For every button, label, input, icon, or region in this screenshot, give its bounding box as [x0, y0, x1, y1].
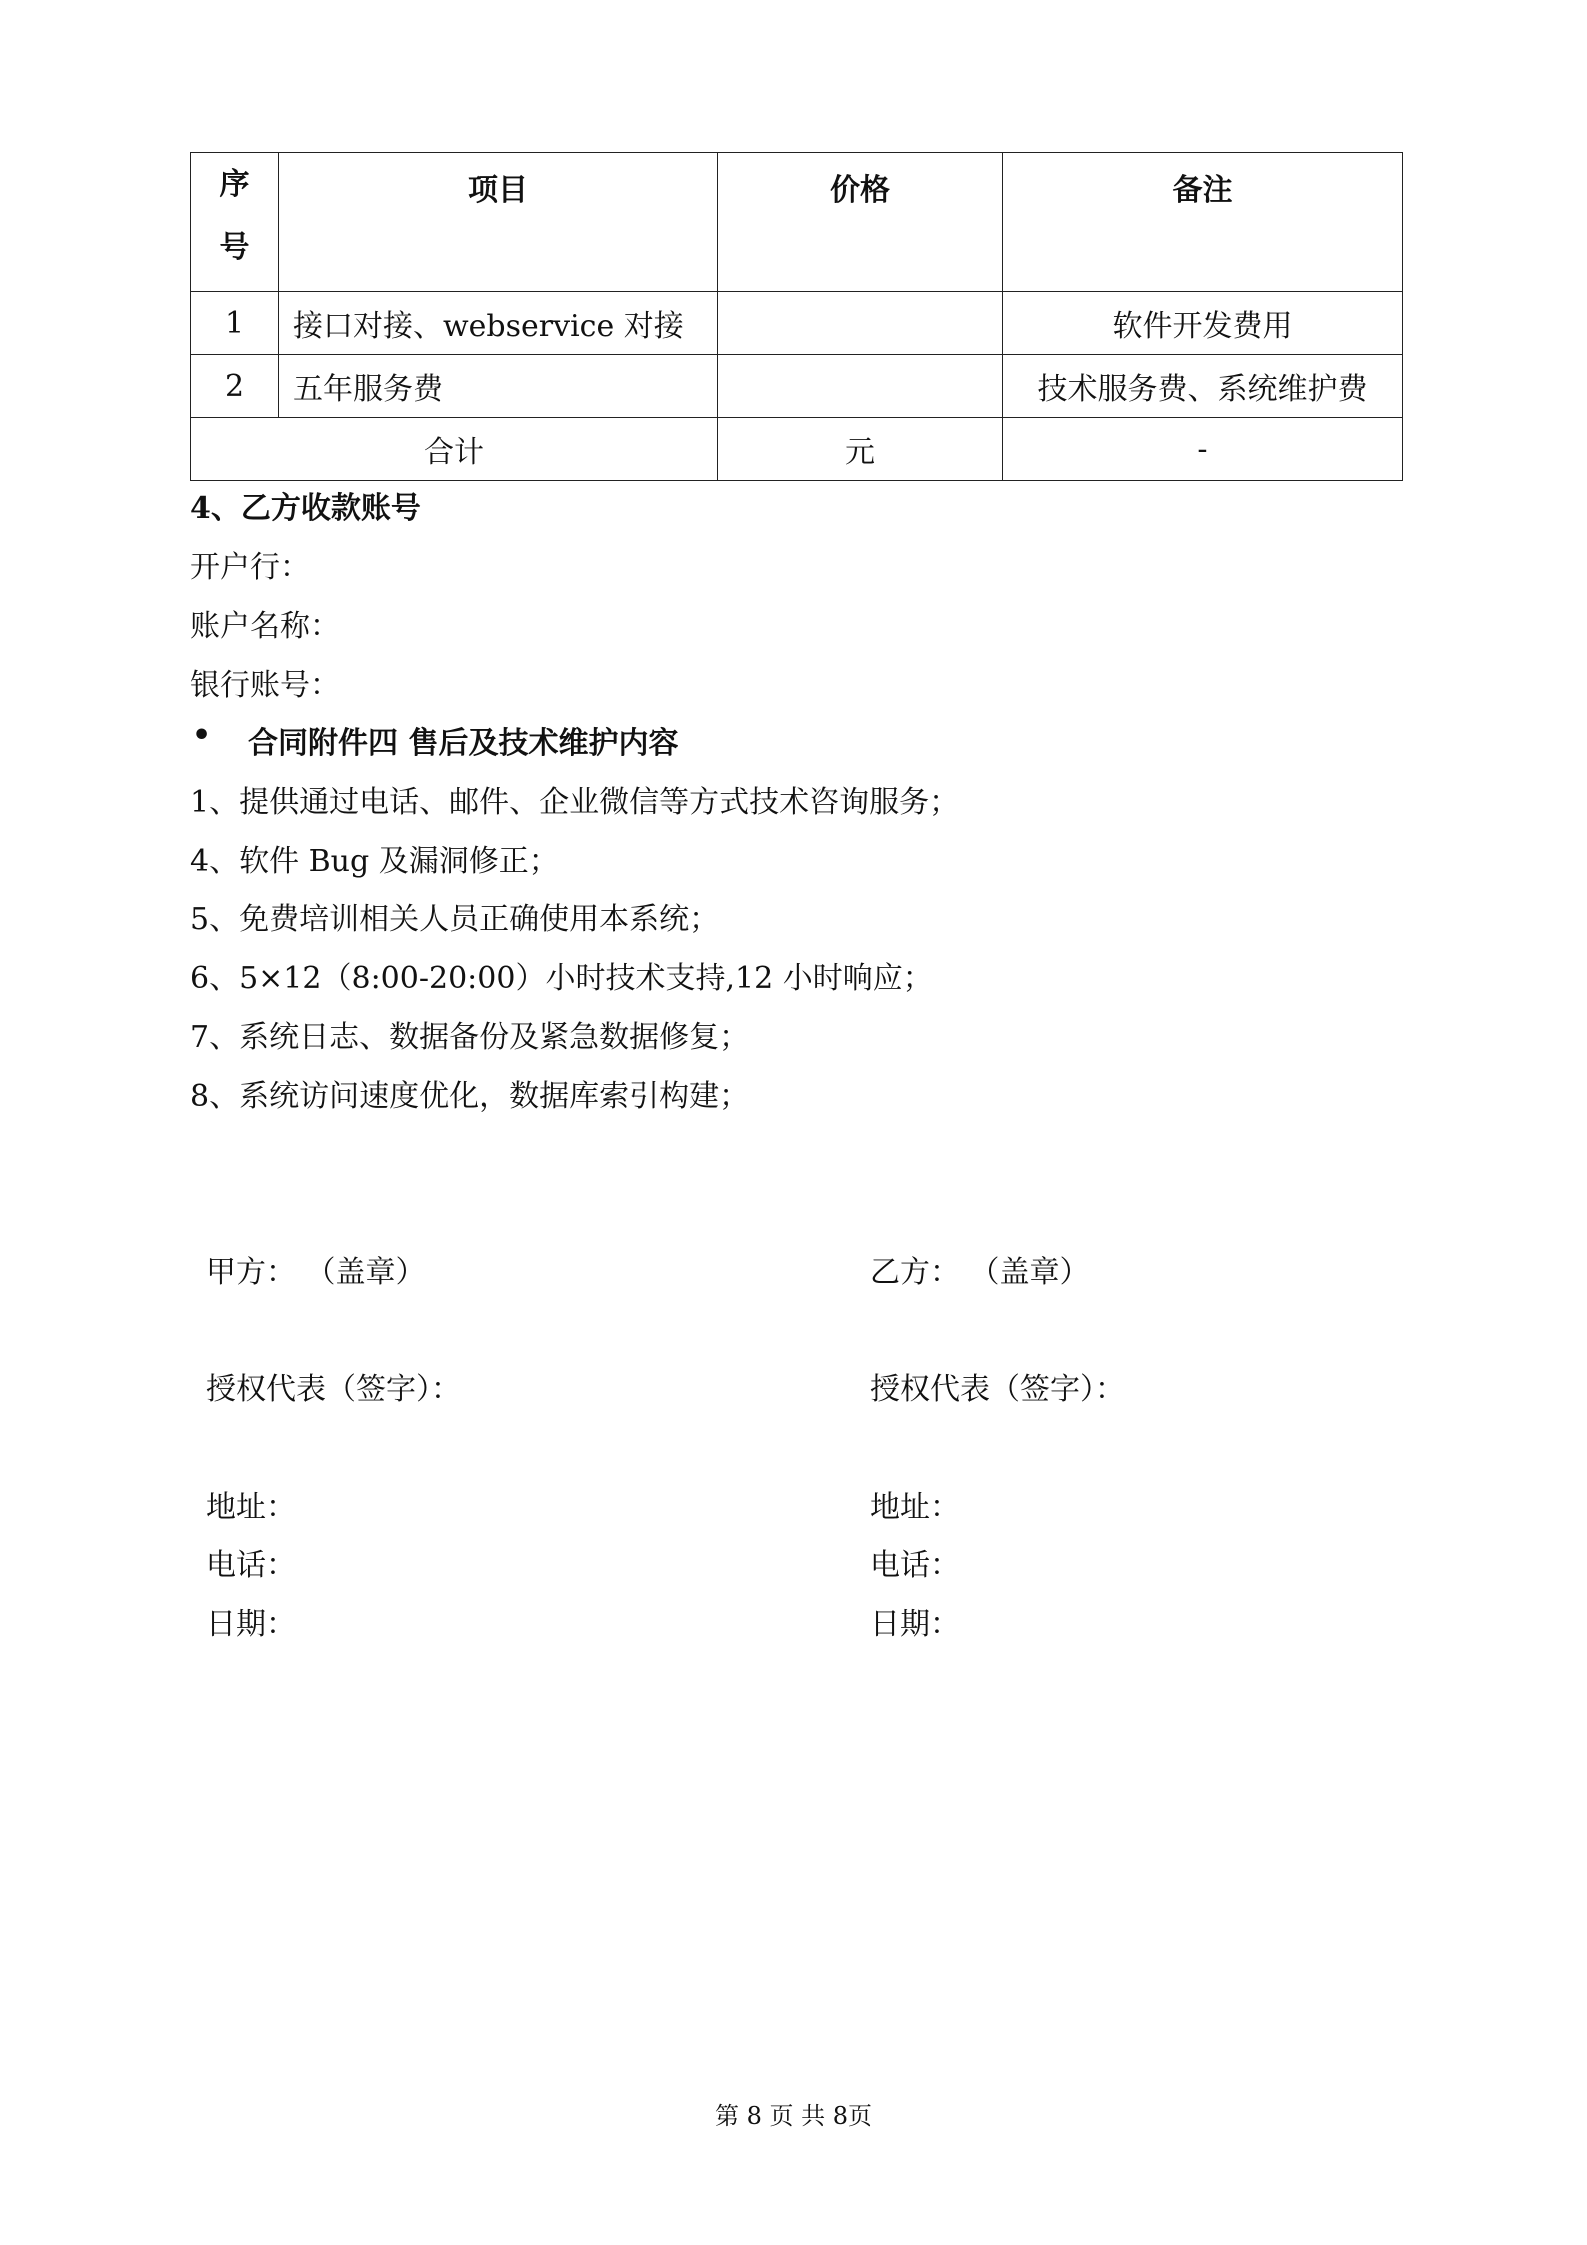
header-seq-line2: 号 — [219, 230, 250, 265]
account-heading: 4、乙方收款账号 — [190, 491, 421, 526]
account-bank: 开户行： — [190, 550, 310, 585]
header-seq — [191, 153, 279, 292]
total-note: - — [1003, 418, 1403, 481]
account-name: 账户名称： — [190, 609, 340, 644]
header-seq-line1: 序 — [219, 167, 250, 202]
header-note: 备注 — [1003, 153, 1403, 292]
table-row — [191, 292, 1403, 355]
row-item: 五年服务费 — [279, 355, 718, 418]
page-number: 第 8 页 共 8页 — [714, 2102, 873, 2130]
party-b-address: 地址： — [870, 1490, 960, 1525]
total-price: 元 — [718, 418, 1003, 481]
fee-table — [190, 152, 1403, 481]
row-price — [718, 355, 1003, 418]
bullet-icon: • — [192, 718, 212, 753]
account-number: 银行账号： — [190, 668, 340, 703]
list-item: 5、免费培训相关人员正确使用本系统； — [190, 902, 720, 937]
row-seq: 1 — [191, 292, 279, 355]
row-seq: 2 — [191, 355, 279, 418]
row-price — [718, 292, 1003, 355]
list-item: 1、提供通过电话、邮件、企业微信等方式技术咨询服务； — [190, 785, 960, 820]
party-b-phone: 电话： — [870, 1548, 960, 1583]
row-note: 技术服务费、系统维护费 — [1003, 355, 1403, 418]
list-item: 8、系统访问速度优化，数据库索引构建； — [190, 1079, 750, 1114]
annex-heading: 合同附件四 售后及技术维护内容 — [248, 726, 679, 761]
row-note: 软件开发费用 — [1003, 292, 1403, 355]
party-a-phone: 电话： — [206, 1548, 296, 1583]
party-a-representative: 授权代表（签字）： — [206, 1372, 461, 1407]
table-total-row — [191, 418, 1403, 481]
party-b-representative: 授权代表（签字）： — [870, 1372, 1125, 1407]
row-item: 接口对接、webservice 对接 — [279, 292, 718, 355]
list-item: 7、系统日志、数据备份及紧急数据修复； — [190, 1020, 750, 1055]
party-b-seal: 乙方： （盖章） — [870, 1255, 1090, 1290]
header-item: 项目 — [279, 153, 718, 292]
party-a-seal: 甲方： （盖章） — [206, 1255, 426, 1290]
list-item: 6、5×12（8:00-20:00）小时技术支持,12 小时响应； — [190, 961, 933, 996]
party-b-date: 日期： — [870, 1607, 960, 1642]
header-price: 价格 — [718, 153, 1003, 292]
table-row — [191, 355, 1403, 418]
party-a-date: 日期： — [206, 1607, 296, 1642]
party-a-address: 地址： — [206, 1490, 296, 1525]
total-label: 合计 — [191, 418, 718, 481]
table-header-row — [191, 153, 1403, 292]
list-item: 4、软件 Bug 及漏洞修正； — [190, 844, 559, 879]
